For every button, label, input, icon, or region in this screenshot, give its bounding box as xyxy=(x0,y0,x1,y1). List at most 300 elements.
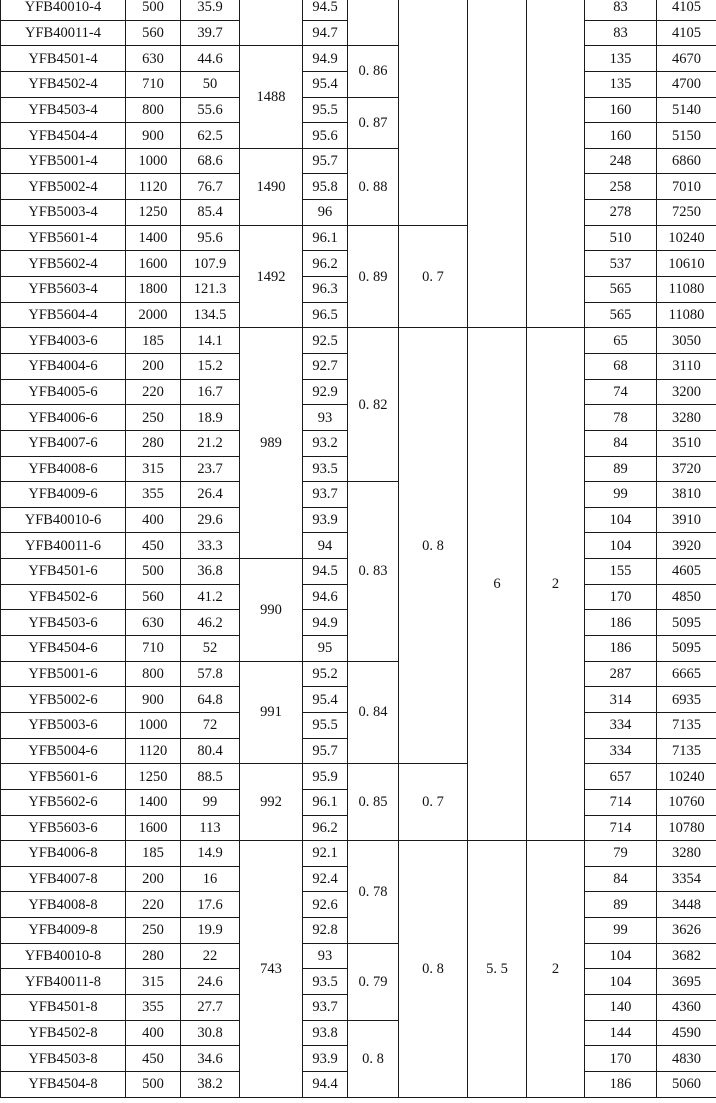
efficiency-cell: 93.8 xyxy=(303,1020,348,1046)
current-cell: 30.8 xyxy=(181,1020,240,1046)
noise-cell: 186 xyxy=(585,610,657,636)
model-cell: YFB4502-6 xyxy=(1,584,126,610)
noise-cell: 537 xyxy=(585,251,657,277)
noise-cell: 104 xyxy=(585,507,657,533)
power-cell: 250 xyxy=(126,405,181,431)
current-cell: 80.4 xyxy=(181,738,240,764)
model-cell: YFB40011-8 xyxy=(1,969,126,995)
power-cell: 710 xyxy=(126,636,181,662)
noise-cell: 565 xyxy=(585,277,657,303)
current-cell: 36.8 xyxy=(181,559,240,585)
ratio-cell: 0. 8 xyxy=(399,328,468,764)
power-cell: 710 xyxy=(126,71,181,97)
model-cell: YFB5602-4 xyxy=(1,251,126,277)
power-cell: 1000 xyxy=(126,712,181,738)
model-cell: YFB5003-4 xyxy=(1,200,126,226)
model-cell: YFB4503-4 xyxy=(1,97,126,123)
noise-cell: 714 xyxy=(585,789,657,815)
power-cell: 1600 xyxy=(126,251,181,277)
efficiency-cell: 94.5 xyxy=(303,0,348,20)
weight-cell: 5060 xyxy=(657,1071,716,1097)
noise-cell: 278 xyxy=(585,200,657,226)
model-cell: YFB4502-4 xyxy=(1,71,126,97)
weight-cell: 4830 xyxy=(657,1046,716,1072)
noise-cell: 89 xyxy=(585,456,657,482)
efficiency-cell: 93.5 xyxy=(303,456,348,482)
current-cell: 85.4 xyxy=(181,200,240,226)
noise-cell: 186 xyxy=(585,1071,657,1097)
model-cell: YFB4007-6 xyxy=(1,430,126,456)
power-cell: 1800 xyxy=(126,277,181,303)
noise-cell: 79 xyxy=(585,841,657,867)
model-cell: YFB5601-4 xyxy=(1,225,126,251)
table-row xyxy=(1,148,716,174)
model-cell: YFB40010-4 xyxy=(1,0,126,20)
efficiency-cell: 92.9 xyxy=(303,379,348,405)
efficiency-cell: 92.4 xyxy=(303,866,348,892)
power-cell: 1400 xyxy=(126,789,181,815)
weight-cell: 4605 xyxy=(657,559,716,585)
model-cell: YFB4009-6 xyxy=(1,482,126,508)
power-cell: 900 xyxy=(126,123,181,149)
weight-cell: 4670 xyxy=(657,46,716,72)
model-cell: YFB5602-6 xyxy=(1,789,126,815)
efficiency-cell: 94.9 xyxy=(303,46,348,72)
speed-cell: 1490 xyxy=(240,148,303,225)
current-cell: 107.9 xyxy=(181,251,240,277)
weight-cell: 10780 xyxy=(657,815,716,841)
power-factor-cell: 0. 84 xyxy=(348,661,399,764)
efficiency-cell: 95.2 xyxy=(303,661,348,687)
weight-cell: 5140 xyxy=(657,97,716,123)
noise-cell: 510 xyxy=(585,225,657,251)
power-factor-cell: 0. 85 xyxy=(348,764,399,841)
weight-cell: 11080 xyxy=(657,277,716,303)
torque-ratio-cell: 2 xyxy=(527,328,585,841)
weight-cell: 4850 xyxy=(657,584,716,610)
weight-cell: 3280 xyxy=(657,405,716,431)
table-body xyxy=(1,0,716,1097)
weight-cell: 4360 xyxy=(657,994,716,1020)
current-cell: 35.9 xyxy=(181,0,240,20)
power-factor-cell: 0. 88 xyxy=(348,148,399,225)
model-cell: YFB4009-8 xyxy=(1,918,126,944)
model-cell: YFB4501-4 xyxy=(1,46,126,72)
efficiency-cell: 95 xyxy=(303,636,348,662)
torque-ratio-cell: 2 xyxy=(527,841,585,1097)
model-cell: YFB5001-6 xyxy=(1,661,126,687)
current-cell: 14.9 xyxy=(181,841,240,867)
table-row xyxy=(1,661,716,687)
weight-cell: 3448 xyxy=(657,892,716,918)
model-cell: YFB4504-4 xyxy=(1,123,126,149)
table-row xyxy=(1,1020,716,1046)
power-cell: 800 xyxy=(126,97,181,123)
model-cell: YFB40010-6 xyxy=(1,507,126,533)
power-cell: 185 xyxy=(126,841,181,867)
noise-cell: 170 xyxy=(585,1046,657,1072)
speed-cell: 743 xyxy=(240,841,303,1097)
noise-cell: 83 xyxy=(585,0,657,20)
current-cell: 99 xyxy=(181,789,240,815)
weight-cell: 3910 xyxy=(657,507,716,533)
weight-cell: 4700 xyxy=(657,71,716,97)
current-cell: 121.3 xyxy=(181,277,240,303)
efficiency-cell: 93.7 xyxy=(303,482,348,508)
current-cell: 55.6 xyxy=(181,97,240,123)
noise-cell: 565 xyxy=(585,302,657,328)
current-cell: 16.7 xyxy=(181,379,240,405)
power-cell: 1000 xyxy=(126,148,181,174)
noise-cell: 334 xyxy=(585,712,657,738)
efficiency-cell: 94 xyxy=(303,533,348,559)
current-cell: 21.2 xyxy=(181,430,240,456)
efficiency-cell: 93.7 xyxy=(303,994,348,1020)
power-cell: 185 xyxy=(126,328,181,354)
table-row xyxy=(1,0,716,20)
power-cell: 250 xyxy=(126,918,181,944)
noise-cell: 248 xyxy=(585,148,657,174)
weight-cell: 3110 xyxy=(657,353,716,379)
efficiency-cell: 96.2 xyxy=(303,251,348,277)
efficiency-cell: 93 xyxy=(303,943,348,969)
model-cell: YFB4008-6 xyxy=(1,456,126,482)
power-factor-cell: 0. 78 xyxy=(348,841,399,944)
power-cell: 630 xyxy=(126,610,181,636)
power-factor-cell: 0. 86 xyxy=(348,46,399,97)
weight-cell: 3920 xyxy=(657,533,716,559)
power-cell: 220 xyxy=(126,892,181,918)
efficiency-cell: 92.5 xyxy=(303,328,348,354)
efficiency-cell: 92.1 xyxy=(303,841,348,867)
weight-cell: 4590 xyxy=(657,1020,716,1046)
efficiency-cell: 92.8 xyxy=(303,918,348,944)
weight-cell: 3810 xyxy=(657,482,716,508)
noise-cell: 74 xyxy=(585,379,657,405)
speed-cell: 992 xyxy=(240,764,303,841)
current-cell: 64.8 xyxy=(181,687,240,713)
ratio-cell: 0. 8 xyxy=(399,841,468,1097)
noise-cell: 334 xyxy=(585,738,657,764)
model-cell: YFB4007-8 xyxy=(1,866,126,892)
model-cell: YFB4503-6 xyxy=(1,610,126,636)
table-row xyxy=(1,97,716,123)
noise-cell: 144 xyxy=(585,1020,657,1046)
efficiency-cell: 95.5 xyxy=(303,712,348,738)
model-cell: YFB4503-8 xyxy=(1,1046,126,1072)
current-cell: 46.2 xyxy=(181,610,240,636)
model-cell: YFB4003-6 xyxy=(1,328,126,354)
noise-cell: 104 xyxy=(585,533,657,559)
power-cell: 280 xyxy=(126,943,181,969)
weight-cell: 10610 xyxy=(657,251,716,277)
current-cell: 24.6 xyxy=(181,969,240,995)
noise-cell: 135 xyxy=(585,71,657,97)
weight-cell: 5095 xyxy=(657,636,716,662)
power-factor-cell: 0. 87 xyxy=(348,97,399,148)
current-cell: 29.6 xyxy=(181,507,240,533)
efficiency-cell: 93.5 xyxy=(303,969,348,995)
weight-cell: 10760 xyxy=(657,789,716,815)
model-cell: YFB4504-6 xyxy=(1,636,126,662)
efficiency-cell: 92.7 xyxy=(303,353,348,379)
model-cell: YFB4501-8 xyxy=(1,994,126,1020)
current-ratio-cell: 6 xyxy=(468,328,527,841)
current-ratio-cell: 5. 5 xyxy=(468,841,527,1097)
current-cell: 23.7 xyxy=(181,456,240,482)
efficiency-cell: 94.5 xyxy=(303,559,348,585)
noise-cell: 714 xyxy=(585,815,657,841)
table-row xyxy=(1,482,716,508)
current-cell: 26.4 xyxy=(181,482,240,508)
current-cell: 68.6 xyxy=(181,148,240,174)
speed-cell: 1492 xyxy=(240,225,303,328)
table-row xyxy=(1,225,716,251)
power-cell: 355 xyxy=(126,482,181,508)
power-cell: 450 xyxy=(126,1046,181,1072)
table-row xyxy=(1,943,716,969)
power-cell: 315 xyxy=(126,969,181,995)
model-cell: YFB4005-6 xyxy=(1,379,126,405)
current-cell: 113 xyxy=(181,815,240,841)
efficiency-cell: 95.4 xyxy=(303,71,348,97)
efficiency-cell: 94.7 xyxy=(303,20,348,46)
weight-cell: 6935 xyxy=(657,687,716,713)
noise-cell: 287 xyxy=(585,661,657,687)
current-cell: 41.2 xyxy=(181,584,240,610)
current-cell: 22 xyxy=(181,943,240,969)
speed-cell xyxy=(240,0,303,46)
noise-cell: 99 xyxy=(585,482,657,508)
weight-cell: 10240 xyxy=(657,764,716,790)
noise-cell: 186 xyxy=(585,636,657,662)
noise-cell: 135 xyxy=(585,46,657,72)
efficiency-cell: 96 xyxy=(303,200,348,226)
power-cell: 280 xyxy=(126,430,181,456)
weight-cell: 7250 xyxy=(657,200,716,226)
power-factor-cell: 0. 89 xyxy=(348,225,399,328)
power-cell: 355 xyxy=(126,994,181,1020)
model-cell: YFB4004-6 xyxy=(1,353,126,379)
model-cell: YFB5001-4 xyxy=(1,148,126,174)
current-cell: 44.6 xyxy=(181,46,240,72)
weight-cell: 5150 xyxy=(657,123,716,149)
model-cell: YFB5002-4 xyxy=(1,174,126,200)
noise-cell: 104 xyxy=(585,943,657,969)
weight-cell: 3682 xyxy=(657,943,716,969)
weight-cell: 3354 xyxy=(657,866,716,892)
weight-cell: 11080 xyxy=(657,302,716,328)
efficiency-cell: 93 xyxy=(303,405,348,431)
model-cell: YFB5604-4 xyxy=(1,302,126,328)
model-cell: YFB4501-6 xyxy=(1,559,126,585)
power-factor-cell: 0. 82 xyxy=(348,328,399,482)
current-cell: 134.5 xyxy=(181,302,240,328)
efficiency-cell: 94.6 xyxy=(303,584,348,610)
ratio-cell: 0. 7 xyxy=(399,225,468,328)
current-cell: 18.9 xyxy=(181,405,240,431)
current-cell: 39.7 xyxy=(181,20,240,46)
speed-cell: 989 xyxy=(240,328,303,559)
power-cell: 800 xyxy=(126,661,181,687)
weight-cell: 6860 xyxy=(657,148,716,174)
efficiency-cell: 94.4 xyxy=(303,1071,348,1097)
noise-cell: 65 xyxy=(585,328,657,354)
weight-cell: 4105 xyxy=(657,20,716,46)
efficiency-cell: 96.1 xyxy=(303,225,348,251)
current-cell: 76.7 xyxy=(181,174,240,200)
power-cell: 500 xyxy=(126,0,181,20)
efficiency-cell: 95.4 xyxy=(303,687,348,713)
noise-cell: 84 xyxy=(585,430,657,456)
weight-cell: 3626 xyxy=(657,918,716,944)
model-cell: YFB40010-8 xyxy=(1,943,126,969)
model-cell: YFB5603-4 xyxy=(1,277,126,303)
current-cell: 19.9 xyxy=(181,918,240,944)
power-cell: 900 xyxy=(126,687,181,713)
weight-cell: 3695 xyxy=(657,969,716,995)
power-cell: 630 xyxy=(126,46,181,72)
current-cell: 52 xyxy=(181,636,240,662)
power-cell: 200 xyxy=(126,866,181,892)
noise-cell: 78 xyxy=(585,405,657,431)
model-cell: YFB5003-6 xyxy=(1,712,126,738)
current-cell: 50 xyxy=(181,71,240,97)
power-cell: 400 xyxy=(126,507,181,533)
power-cell: 560 xyxy=(126,20,181,46)
weight-cell: 3510 xyxy=(657,430,716,456)
efficiency-cell: 95.6 xyxy=(303,123,348,149)
current-cell: 62.5 xyxy=(181,123,240,149)
model-cell: YFB4006-8 xyxy=(1,841,126,867)
table-row xyxy=(1,328,716,354)
power-cell: 1400 xyxy=(126,225,181,251)
model-cell: YFB4006-6 xyxy=(1,405,126,431)
current-cell: 72 xyxy=(181,712,240,738)
model-cell: YFB5004-6 xyxy=(1,738,126,764)
power-cell: 400 xyxy=(126,1020,181,1046)
weight-cell: 10240 xyxy=(657,225,716,251)
noise-cell: 160 xyxy=(585,123,657,149)
speed-cell: 991 xyxy=(240,661,303,764)
power-cell: 450 xyxy=(126,533,181,559)
noise-cell: 68 xyxy=(585,353,657,379)
current-cell: 17.6 xyxy=(181,892,240,918)
power-cell: 1600 xyxy=(126,815,181,841)
power-factor-cell: 0. 8 xyxy=(348,1020,399,1097)
noise-cell: 84 xyxy=(585,866,657,892)
model-cell: YFB4504-8 xyxy=(1,1071,126,1097)
power-factor-cell xyxy=(348,0,399,46)
power-cell: 1250 xyxy=(126,200,181,226)
power-factor-cell: 0. 83 xyxy=(348,482,399,661)
current-cell: 15.2 xyxy=(181,353,240,379)
power-cell: 1120 xyxy=(126,738,181,764)
efficiency-cell: 95.5 xyxy=(303,97,348,123)
current-cell: 33.3 xyxy=(181,533,240,559)
power-cell: 200 xyxy=(126,353,181,379)
noise-cell: 160 xyxy=(585,97,657,123)
table-row xyxy=(1,764,716,790)
speed-cell: 1488 xyxy=(240,46,303,149)
efficiency-cell: 93.9 xyxy=(303,1046,348,1072)
current-cell: 27.7 xyxy=(181,994,240,1020)
weight-cell: 3280 xyxy=(657,841,716,867)
noise-cell: 170 xyxy=(585,584,657,610)
weight-cell: 7010 xyxy=(657,174,716,200)
noise-cell: 314 xyxy=(585,687,657,713)
current-cell: 95.6 xyxy=(181,225,240,251)
weight-cell: 3200 xyxy=(657,379,716,405)
weight-cell: 3050 xyxy=(657,328,716,354)
power-cell: 1120 xyxy=(126,174,181,200)
model-cell: YFB4008-8 xyxy=(1,892,126,918)
weight-cell: 7135 xyxy=(657,738,716,764)
weight-cell: 3720 xyxy=(657,456,716,482)
efficiency-cell: 95.8 xyxy=(303,174,348,200)
current-ratio-cell xyxy=(468,0,527,328)
noise-cell: 657 xyxy=(585,764,657,790)
model-cell: YFB40011-4 xyxy=(1,20,126,46)
noise-cell: 104 xyxy=(585,969,657,995)
efficiency-cell: 95.9 xyxy=(303,764,348,790)
noise-cell: 140 xyxy=(585,994,657,1020)
power-cell: 1250 xyxy=(126,764,181,790)
table-row xyxy=(1,841,716,867)
model-cell: YFB40011-6 xyxy=(1,533,126,559)
model-cell: YFB5603-6 xyxy=(1,815,126,841)
power-cell: 315 xyxy=(126,456,181,482)
efficiency-cell: 92.6 xyxy=(303,892,348,918)
efficiency-cell: 96.3 xyxy=(303,277,348,303)
power-cell: 500 xyxy=(126,1071,181,1097)
weight-cell: 4105 xyxy=(657,0,716,20)
power-cell: 2000 xyxy=(126,302,181,328)
noise-cell: 89 xyxy=(585,892,657,918)
current-cell: 88.5 xyxy=(181,764,240,790)
efficiency-cell: 93.2 xyxy=(303,430,348,456)
noise-cell: 155 xyxy=(585,559,657,585)
current-cell: 38.2 xyxy=(181,1071,240,1097)
current-cell: 57.8 xyxy=(181,661,240,687)
torque-ratio-cell xyxy=(527,0,585,328)
table-row xyxy=(1,46,716,72)
weight-cell: 5095 xyxy=(657,610,716,636)
efficiency-cell: 94.9 xyxy=(303,610,348,636)
efficiency-cell: 93.9 xyxy=(303,507,348,533)
model-cell: YFB4502-8 xyxy=(1,1020,126,1046)
efficiency-cell: 96.1 xyxy=(303,789,348,815)
efficiency-cell: 95.7 xyxy=(303,738,348,764)
efficiency-cell: 96.2 xyxy=(303,815,348,841)
power-cell: 560 xyxy=(126,584,181,610)
efficiency-cell: 96.5 xyxy=(303,302,348,328)
weight-cell: 7135 xyxy=(657,712,716,738)
noise-cell: 99 xyxy=(585,918,657,944)
ratio-cell xyxy=(399,0,468,225)
current-cell: 16 xyxy=(181,866,240,892)
efficiency-cell: 95.7 xyxy=(303,148,348,174)
weight-cell: 6665 xyxy=(657,661,716,687)
noise-cell: 258 xyxy=(585,174,657,200)
current-cell: 14.1 xyxy=(181,328,240,354)
power-factor-cell: 0. 79 xyxy=(348,943,399,1020)
current-cell: 34.6 xyxy=(181,1046,240,1072)
noise-cell: 83 xyxy=(585,20,657,46)
power-cell: 500 xyxy=(126,559,181,585)
ratio-cell: 0. 7 xyxy=(399,764,468,841)
model-cell: YFB5002-6 xyxy=(1,687,126,713)
